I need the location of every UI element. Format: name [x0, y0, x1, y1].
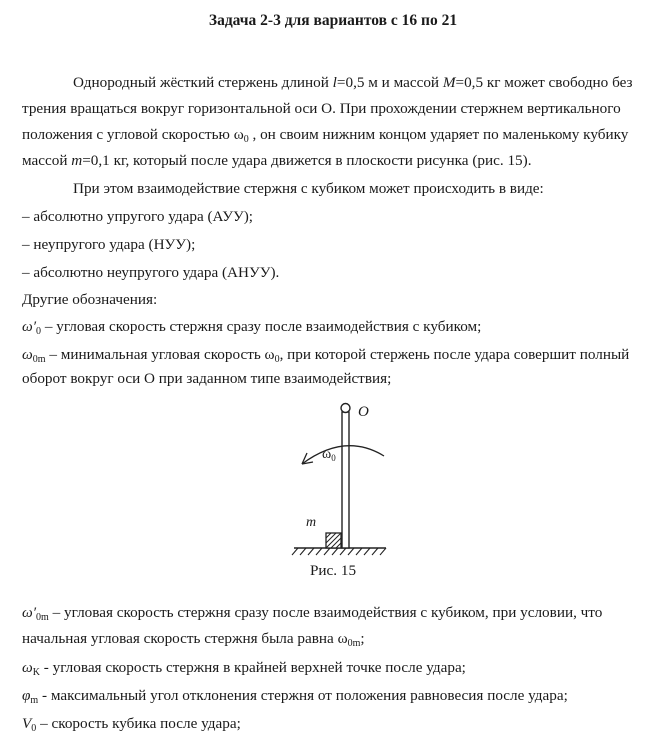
symbol: ω [22, 346, 33, 363]
subscript: 0m [32, 354, 46, 365]
symbol: ω′ [22, 604, 37, 621]
paragraph-line: трения вращаться вокруг горизонтальной оси О. При прохождении стержнем вертикального [22, 100, 621, 117]
subscript: 0m [36, 612, 49, 623]
definition-line [22, 715, 241, 733]
text-span: - максимальный угол отклонения стержня от положения равновесия после удара; [38, 687, 568, 704]
symbol: φ [22, 687, 31, 704]
symbol-l: l [332, 74, 337, 91]
text-span: положения с угловой скоростью ω [22, 126, 244, 143]
ground-hatch [292, 548, 386, 555]
text-span: – угловая скорость стержня сразу после взаимодействия с кубиком, при условии, что [48, 604, 603, 621]
symbol: V [22, 715, 32, 732]
pivot-circle [341, 404, 350, 413]
subscript: K [32, 667, 40, 678]
definition-line [22, 659, 466, 677]
text-span: начальная угловая скорость стержня была равна ω [22, 630, 348, 647]
text-span: – скорость кубика после удара; [36, 715, 241, 732]
paragraph-line [22, 126, 628, 144]
text-span: Однородный жёсткий стержень длиной [73, 74, 333, 91]
subscript: 0 [31, 723, 37, 734]
list-item: – абсолютно упругого удара (АУУ); [22, 208, 253, 225]
definition-line [22, 630, 365, 648]
label-O: O [358, 404, 369, 420]
omega-subscript: 0 [331, 453, 336, 463]
symbol-M: M [442, 74, 456, 91]
section-heading: Другие обозначения: [22, 291, 158, 308]
text-span: , он своим нижним концом ударяет по маленькому кубику [248, 126, 629, 143]
text-span: =0,5 кг может свободно без [455, 74, 633, 91]
figure-rod-cube [280, 398, 400, 558]
text-span: массой [22, 152, 72, 169]
definition-line: оборот вокруг оси О при заданном типе взаимодействия; [22, 370, 392, 387]
subscript: 0 [274, 354, 280, 365]
omega-symbol: ω [322, 447, 332, 462]
label-m: m [306, 515, 317, 530]
definition-line [22, 346, 629, 364]
definition-line [22, 687, 568, 705]
text-span: =0,1 кг, который после удара движется в плоскости рисунка (рис. 15). [82, 152, 532, 169]
page-title: Задача 2-3 для вариантов с 16 по 21 [208, 12, 458, 29]
symbol-m: m [71, 152, 83, 169]
text-span: =0,5 м и массой [336, 74, 443, 91]
text-span: - угловая скорость стержня в крайней верхней точке после удара; [39, 659, 466, 676]
symbol: ω [22, 659, 33, 676]
paragraph-line [73, 74, 633, 92]
text-span: , при которой стержень после удара совершит полный [279, 346, 630, 363]
text-span: ; [360, 630, 365, 647]
subscript: m [30, 695, 39, 706]
definition-line [22, 318, 481, 336]
subscript: 0 [36, 326, 42, 337]
label-omega [322, 447, 336, 463]
subscript: 0m [347, 638, 361, 649]
text-span: – угловая скорость стержня сразу после взаимодействия с кубиком; [41, 318, 482, 335]
definition-line [22, 604, 602, 622]
list-item: – абсолютно неупругого удара (АНУУ). [22, 264, 280, 281]
paragraph-line: При этом взаимодействие стержня с кубиком может происходить в виде: [73, 180, 544, 197]
figure-caption: Рис. 15 [309, 562, 357, 579]
paragraph-line [22, 152, 532, 170]
cube [326, 533, 341, 548]
rod-diagram [280, 398, 400, 558]
list-item: – неупругого удара (НУУ); [22, 236, 196, 253]
subscript: 0 [243, 134, 249, 145]
text-span: – минимальная угловая скорость ω [45, 346, 275, 363]
symbol: ω′ [22, 318, 37, 335]
rod [342, 412, 349, 548]
